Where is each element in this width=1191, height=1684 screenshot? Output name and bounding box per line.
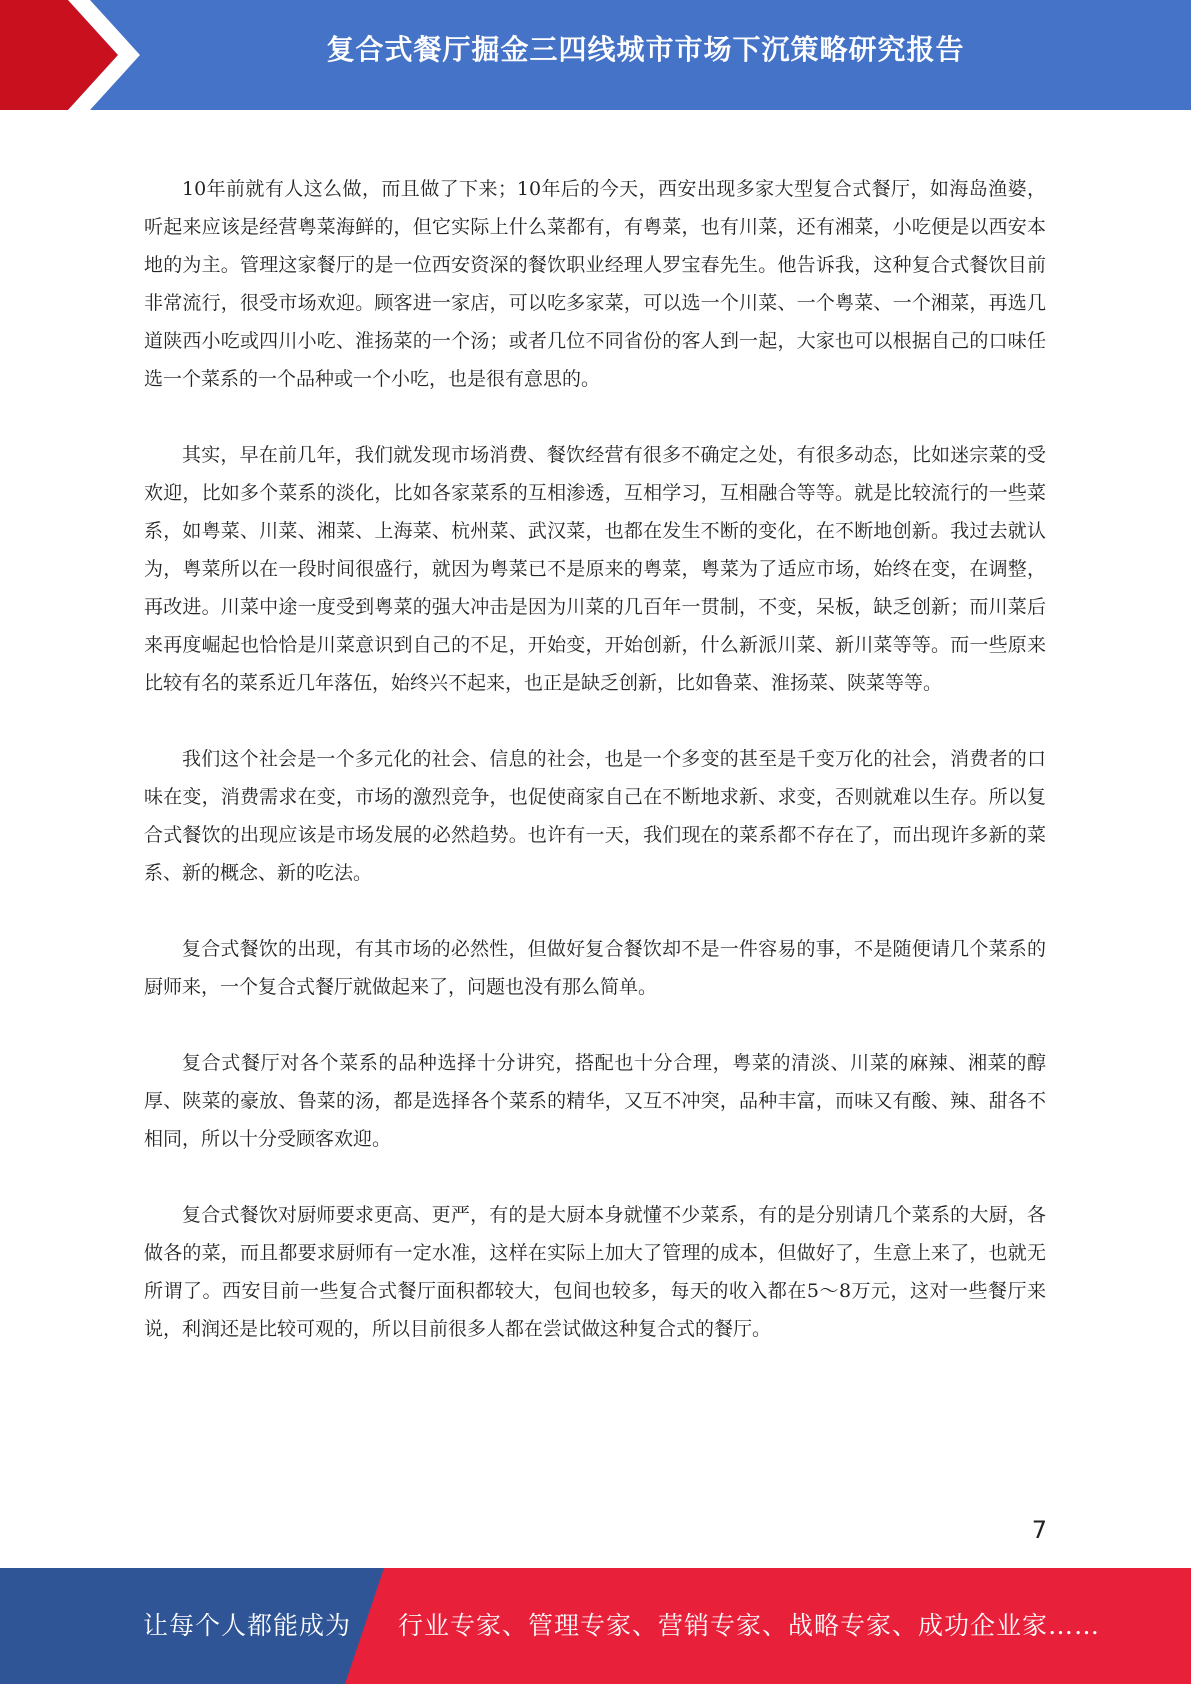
page-footer bbox=[0, 1568, 1191, 1684]
paragraph-6: 复合式餐饮对厨师要求更高、更严，有的是大厨本身就懂不少菜系，有的是分别请几个菜系的大厨，各做各的菜，而且都要求厨师有一定水准，这样在实际上加大了管理的成本，但做好了，生意上来了，也就无所谓了。西安目前一些复合式餐厅面积都较大，包间也较多，每天的收入都在5～8万元，这对一些餐厅来说，利润还是比较可观的，所以目前很多人都在尝试做这种复合式的餐厅。 bbox=[144, 1204, 1046, 1340]
document-body bbox=[144, 170, 1046, 1386]
header-chevron-decoration bbox=[0, 0, 160, 110]
paragraph-1: 10年前就有人这么做，而且做了下来；10年后的今天，西安出现多家大型复合式餐厅，如海岛渔婆，听起来应该是经营粤菜海鲜的，但它实际上什么菜都有，有粤菜，也有川菜，还有湘菜，小吃便是以西安本地的为主。管理这家餐厅的是一位西安资深的餐饮职业经理人罗宝春先生。他告诉我，这种复合式餐饮目前非常流行，很受市场欢迎。顾客进一家店，可以吃多家菜，可以选一个川菜、一个粤菜、一个湘菜，再选几道陕西小吃或四川小吃、淮扬菜的一个汤；或者几位不同省份的客人到一起，大家也可以根据自己的口味任选一个菜系的一个品种或一个小吃，也是很有意思的。 bbox=[144, 178, 1046, 390]
document-title: 复合式餐厅掘金三四线城市市场下沉策略研究报告 bbox=[326, 33, 965, 66]
paragraph-3: 我们这个社会是一个多元化的社会、信息的社会，也是一个多变的甚至是千变万化的社会，消费者的口味在变，消费需求在变，市场的激烈竞争，也促使商家自己在不断地求新、求变，否则就难以生存。所以复合式餐饮的出现应该是市场发展的必然趋势。也许有一天，我们现在的菜系都不存在了，而出现许多新的菜系、新的概念、新的吃法。 bbox=[144, 748, 1046, 884]
paragraph-2: 其实，早在前几年，我们就发现市场消费、餐饮经营有很多不确定之处，有很多动态，比如迷宗菜的受欢迎，比如多个菜系的淡化，比如各家菜系的互相渗透，互相学习，互相融合等等。就是比较流行的一些菜系，如粤菜、川菜、湘菜、上海菜、杭州菜、武汉菜，也都在发生不断的变化，在不断地创新。我过去就认为，粤菜所以在一段时间很盛行，就因为粤菜已不是原来的粤菜，粤菜为了适应市场，始终在变，在调整，再改进。川菜中途一度受到粤菜的强大冲击是因为川菜的几百年一贯制，不变，呆板，缺乏创新；而川菜后来再度崛起也恰恰是川菜意识到自己的不足，开始变，开始创新，什么新派川菜、新川菜等等。而一些原来比较有名的菜系近几年落伍，始终兴不起来，也正是缺乏创新，比如鲁菜、淮扬菜、陕菜等等。 bbox=[144, 444, 1046, 694]
footer-slogan-right: 行业专家、管理专家、营销专家、战略专家、成功企业家…… bbox=[398, 1611, 1101, 1640]
paragraph-5: 复合式餐厅对各个菜系的品种选择十分讲究，搭配也十分合理，粤菜的清淡、川菜的麻辣、湘菜的醇厚、陕菜的豪放、鲁菜的汤，都是选择各个菜系的精华，又互不冲突，品种丰富，而味又有酸、辣、甜各不相同，所以十分受顾客欢迎。 bbox=[144, 1052, 1046, 1150]
paragraph-4: 复合式餐饮的出现，有其市场的必然性，但做好复合餐饮却不是一件容易的事，不是随便请几个菜系的厨师来，一个复合式餐厅就做起来了，问题也没有那么简单。 bbox=[144, 938, 1046, 998]
page-number: 7 bbox=[1031, 1516, 1047, 1544]
page-header bbox=[0, 0, 1191, 110]
footer-slogan-left: 让每个人都能成为 bbox=[143, 1611, 352, 1640]
